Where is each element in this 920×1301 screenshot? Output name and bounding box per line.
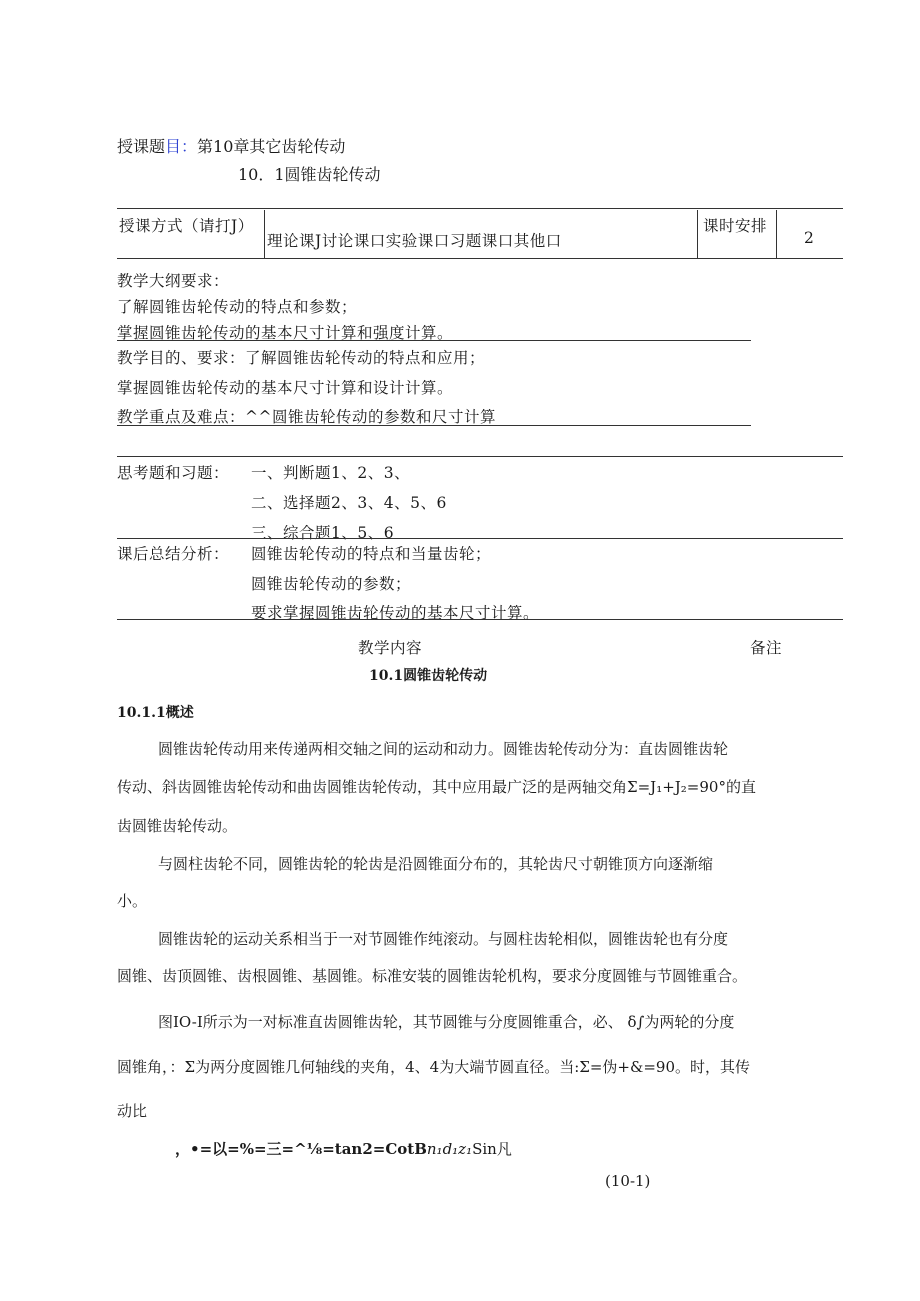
topic-chapter: 第10章其它齿轮传动 — [197, 137, 346, 156]
method-divider-2 — [697, 210, 698, 258]
paragraph-3-line-1: 圆锥齿轮的运动关系相当于一对节圆锥作纯滚动。与圆柱齿轮相似，圆锥齿轮也有分度 — [158, 930, 729, 948]
formula-italic: n₁d₁z₁ — [426, 1140, 473, 1158]
paragraph-1-line-3: 齿圆锥齿轮传动。 — [117, 817, 238, 835]
formula-tail: Sin凡 — [472, 1140, 512, 1158]
paragraph-2-line-2: 小。 — [117, 892, 148, 910]
hours-value: 2 — [804, 229, 815, 247]
summary-item-3: 要求掌握圆锥齿轮传动的基本尺寸计算。 — [251, 604, 540, 622]
objectives-line-2: 掌握圆锥齿轮传动的基本尺寸计算和设计计算。 — [117, 379, 454, 397]
exercise-item-3: 三、综合题1、5、6 — [251, 524, 395, 542]
summary-item-1: 圆锥齿轮传动的特点和当量齿轮； — [251, 545, 492, 563]
exercise-item-2: 二、选择题2、3、4、5、6 — [251, 494, 447, 512]
method-options: 理论课J讨论课口实验课口习题课口其他口 — [267, 232, 562, 250]
hours-label: 课时安排 — [703, 217, 768, 235]
subsection-title: 10.1.1概述 — [117, 705, 194, 721]
outline-line-2: 掌握圆锥齿轮传动的基本尺寸计算和强度计算。 — [117, 324, 454, 342]
formula-number: (10-1) — [605, 1172, 651, 1190]
paragraph-3-line-2: 圆锥、齿顶圆锥、齿根圆锥、基圆锥。标准安装的圆锥齿轮机构，要求分度圆锥与节圆锥重合。 — [117, 967, 748, 985]
objectives-line-1: 教学目的、要求：了解圆锥齿轮传动的特点和应用； — [117, 349, 486, 367]
outline-rule — [117, 340, 751, 341]
topic-line — [117, 134, 345, 157]
summary-bottom-rule — [117, 619, 843, 620]
paragraph-1-line-2: 传动、斜齿圆锥齿轮传动和曲齿圆锥齿轮传动，其中应用最广泛的是两轴交角Σ=J₁+J₂=90°的直 — [117, 778, 756, 796]
summary-top-rule — [117, 538, 843, 539]
objectives-rule — [117, 425, 751, 426]
formula-text: ，•=以=%=三=^⅛=tan2=CotB — [175, 1140, 427, 1158]
paragraph-4-line-3: 动比 — [117, 1102, 148, 1120]
content-header: 教学内容 — [358, 639, 423, 657]
section-title: 10.1圆锥齿轮传动 — [369, 668, 488, 684]
notes-header: 备注 — [750, 639, 783, 657]
paragraph-2-line-1: 与圆柱齿轮不同，圆锥齿轮的轮齿是沿圆锥面分布的，其轮齿尺寸朝锥顶方向逐渐缩 — [158, 855, 714, 873]
exercises-label: 思考题和习题： — [117, 464, 230, 482]
method-divider-1 — [264, 210, 265, 258]
outline-line-1: 了解圆锥齿轮传动的特点和参数； — [117, 298, 358, 316]
summary-item-2: 圆锥齿轮传动的参数； — [251, 575, 412, 593]
topic-label: 授课题 — [117, 137, 166, 156]
table-mid-rule — [117, 258, 843, 259]
paragraph-4-line-1: 图IO-I所示为一对标准直齿圆锥齿轮，其节圆锥与分度圆锥重合，必、 δ∫为两轮的分度 — [158, 1013, 735, 1031]
summary-label: 课后总结分析： — [117, 545, 230, 563]
topic-label-mark: 目： — [165, 137, 198, 156]
outline-title: 教学大纲要求： — [117, 272, 230, 290]
formula — [175, 1138, 512, 1159]
method-label: 授课方式（请打J） — [119, 217, 254, 235]
paragraph-4-line-2: 圆锥角，：Σ为两分度圆锥几何轴线的夹角，4、4为大端节圆直径。当:Σ=伪+&=90。时，其传 — [117, 1058, 750, 1076]
exercises-top-rule — [117, 456, 843, 457]
table-top-rule — [117, 208, 843, 209]
paragraph-1-line-1: 圆锥齿轮传动用来传递两相交轴之间的运动和动力。圆锥齿轮传动分为：直齿圆锥齿轮 — [158, 740, 729, 758]
exercise-item-1: 一、判断题1、2、3、 — [251, 464, 411, 482]
method-divider-3 — [776, 210, 777, 258]
topic-section: 10．1圆锥齿轮传动 — [238, 165, 381, 184]
key-points: 教学重点及难点：^^圆锥齿轮传动的参数和尺寸计算 — [117, 408, 496, 426]
